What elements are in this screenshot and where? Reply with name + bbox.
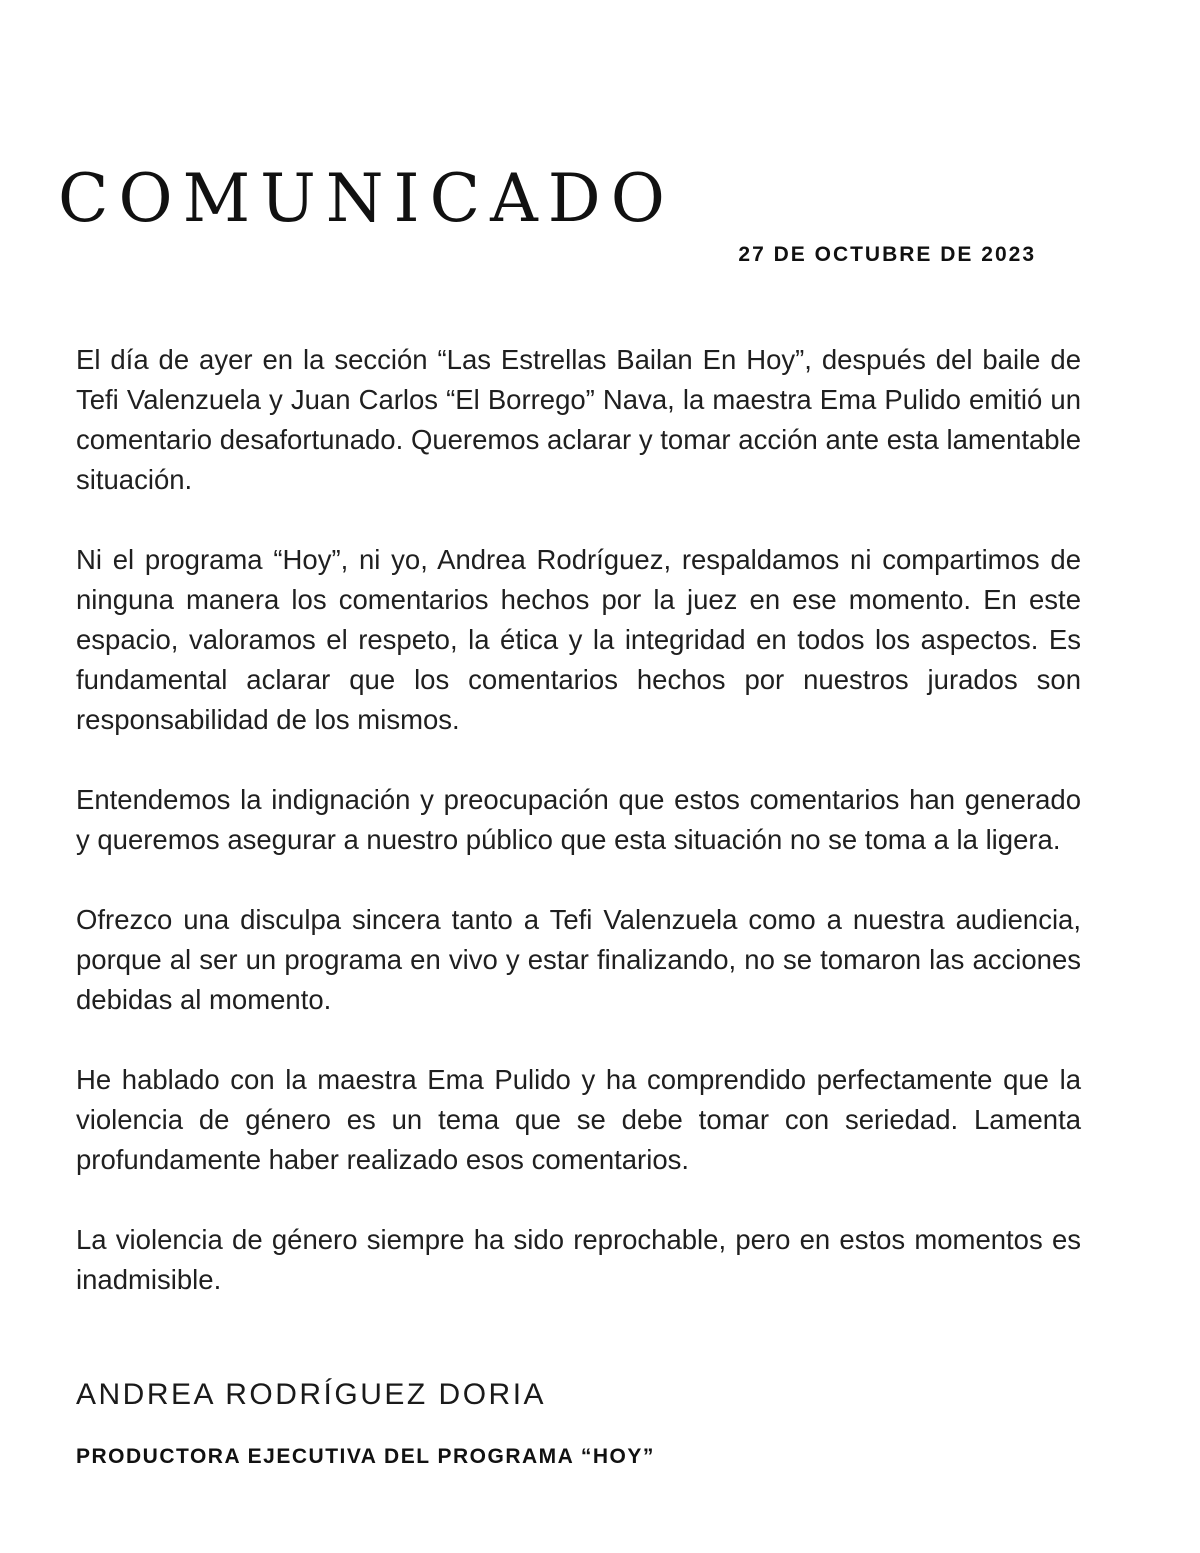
- paragraph-5: He hablado con la maestra Ema Pulido y ha comprendido perfectamente que la violencia de género es un tema que se debe tomar con seriedad. Lamenta profundamente haber realizado esos comentarios.: [76, 1064, 1081, 1175]
- paragraph-6: La violencia de género siempre ha sido reprochable, pero en estos momentos es inadmisible.: [76, 1224, 1081, 1295]
- statement-body: [76, 340, 1081, 1340]
- document-title: COMUNICADO: [58, 160, 675, 237]
- paragraph-2: Ni el programa “Hoy”, ni yo, Andrea Rodríguez, respaldamos ni compartimos de ninguna manera los comentarios hechos por la juez en ese momento. En este espacio, valoramos el respeto, la ética y la integridad en todos los aspectos. Es fundamental aclarar que los comentarios hechos por nuestros jurados son responsabilidad de los mismos.: [76, 544, 1081, 735]
- signature-name: ANDREA RODRÍGUEZ DORIA: [76, 1378, 547, 1411]
- paragraph-3: Entendemos la indignación y preocupación que estos comentarios han generado y queremos asegurar a nuestro público que esta situación no se toma a la ligera.: [76, 784, 1081, 855]
- paragraph-4: Ofrezco una disculpa sincera tanto a Tefi Valenzuela como a nuestra audiencia, porque al ser un programa en vivo y estar finalizando, no se tomaron las acciones debidas al momento.: [76, 904, 1081, 1015]
- paragraph-1: El día de ayer en la sección “Las Estrellas Bailan En Hoy”, después del baile de Tefi Valenzuela y Juan Carlos “El Borrego” Nava, la maestra Ema Pulido emitió un comentario desafortunado. Queremos aclarar y tomar acción ante esta lamentable situación.: [76, 344, 1081, 495]
- signature-role: PRODUCTORA EJECUTIVA DEL PROGRAMA “HOY”: [76, 1445, 655, 1468]
- document-date: 27 DE OCTUBRE DE 2023: [738, 243, 1036, 266]
